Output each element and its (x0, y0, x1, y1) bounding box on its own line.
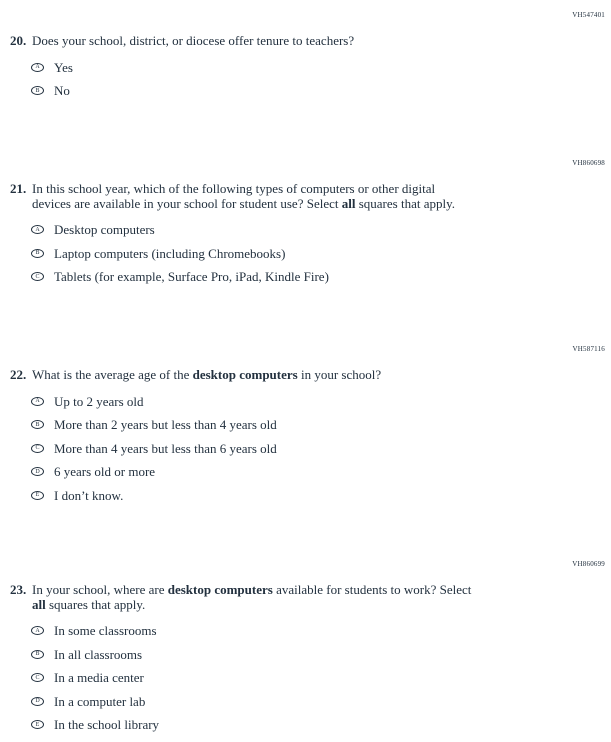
question-number: 20. (10, 33, 27, 48)
answer-oval-letter: B (35, 250, 40, 256)
question-text-segment: available for students to work? Select (272, 582, 472, 597)
answer-option-label: I don’t know. (54, 487, 124, 503)
question-text-bold-segment: desktop computers (167, 582, 273, 597)
item-code: VH860698 (572, 159, 605, 167)
answer-oval-letter: A (35, 64, 40, 70)
answer-option-C[interactable] (31, 441, 611, 456)
answer-option-label: No (54, 83, 70, 98)
question-21 (0, 159, 611, 293)
question-number: 23. (10, 582, 27, 597)
answer-option-E[interactable] (31, 488, 611, 503)
answer-oval-icon[interactable] (31, 720, 44, 729)
answer-oval-icon[interactable] (31, 650, 44, 659)
question-text-bold-segment: all (341, 195, 356, 211)
answer-oval-icon[interactable] (31, 491, 44, 500)
question-20 (0, 11, 611, 107)
question-text-segment: What is the average age of the (32, 367, 193, 382)
answer-option-label: In a computer lab (54, 693, 146, 709)
answer-oval-icon[interactable] (31, 86, 44, 95)
answer-oval-letter: C (35, 445, 40, 451)
question-number: 22. (10, 367, 27, 382)
question-text-segment: squares that apply. (355, 195, 455, 211)
answer-options (0, 394, 611, 503)
question-text (32, 368, 381, 383)
answer-option-A[interactable] (31, 394, 611, 409)
answer-option-label: Up to 2 years old (54, 393, 144, 409)
answer-oval-letter: D (35, 698, 40, 704)
answer-option-D[interactable] (31, 464, 611, 479)
answer-option-B[interactable] (31, 246, 611, 261)
answer-oval-icon[interactable] (31, 467, 44, 476)
answer-option-C[interactable] (31, 670, 611, 685)
answer-oval-icon[interactable] (31, 225, 44, 234)
question-prompt (0, 34, 611, 49)
answer-option-label: In a media center (54, 670, 144, 685)
question-text-segment: Does your school, district, or diocese offer tenure to teachers? (32, 33, 355, 48)
answer-options (0, 222, 611, 284)
question-text-segment: devices are available in your school for student use? Select (32, 195, 342, 211)
item-code: VH547401 (572, 11, 605, 19)
answer-oval-letter: A (35, 627, 40, 634)
answer-oval-letter: B (35, 87, 40, 94)
answer-option-label: In all classrooms (54, 646, 143, 662)
answer-option-B[interactable] (31, 417, 611, 432)
answer-oval-letter: C (35, 674, 40, 681)
answer-option-label: Yes (54, 59, 73, 75)
answer-oval-letter: A (35, 226, 40, 233)
question-text-bold-segment: all (32, 596, 46, 612)
answer-option-label: More than 2 years but less than 4 years old (54, 417, 277, 432)
question-text-segment: in your school? (297, 367, 382, 382)
question-text-segment: In this school year, which of the following types of computers or other digital (32, 181, 436, 196)
item-code: VH860699 (572, 560, 605, 568)
answer-oval-icon[interactable] (31, 272, 44, 281)
answer-oval-icon[interactable] (31, 63, 44, 72)
answer-option-C[interactable] (31, 269, 611, 284)
answer-option-A[interactable] (31, 60, 611, 75)
answer-option-B[interactable] (31, 647, 611, 662)
answer-option-A[interactable] (31, 222, 611, 237)
answer-oval-icon[interactable] (31, 673, 44, 682)
question-text-segment: squares that apply. (45, 596, 146, 612)
question-text-segment: In your school, where are (32, 582, 168, 597)
answer-oval-icon[interactable] (31, 249, 44, 258)
answer-option-label: More than 4 years but less than 6 years old (54, 440, 277, 456)
question-23 (0, 560, 611, 741)
answer-oval-letter: B (35, 651, 40, 657)
question-text-bold-segment: desktop computers (192, 367, 298, 382)
answer-option-label: Laptop computers (including Chromebooks) (54, 245, 286, 261)
question-prompt (0, 182, 611, 211)
answer-option-label: 6 years old or more (54, 464, 156, 479)
answer-oval-letter: B (35, 421, 40, 428)
question-text (32, 34, 354, 49)
answer-option-label: In some classrooms (54, 623, 157, 638)
answer-option-B[interactable] (31, 83, 611, 98)
answer-options (0, 60, 611, 99)
question-22 (0, 345, 611, 511)
answer-option-label: Desktop computers (54, 222, 155, 237)
answer-oval-icon[interactable] (31, 397, 44, 406)
answer-oval-letter: E (35, 492, 40, 498)
answer-oval-icon[interactable] (31, 420, 44, 429)
question-prompt (0, 368, 611, 383)
answer-oval-icon[interactable] (31, 626, 44, 635)
answer-option-D[interactable] (31, 694, 611, 709)
item-code: VH587116 (572, 345, 605, 353)
answer-option-label: In the school library (54, 717, 160, 732)
answer-option-E[interactable] (31, 717, 611, 732)
answer-option-label: Tablets (for example, Surface Pro, iPad, Kindle Fire) (54, 269, 329, 284)
answer-oval-icon[interactable] (31, 444, 44, 453)
answer-oval-letter: C (35, 273, 40, 280)
question-text (32, 583, 471, 612)
answer-options (0, 623, 611, 732)
question-number: 21. (10, 181, 27, 196)
answer-oval-letter: D (35, 468, 40, 475)
answer-oval-icon[interactable] (31, 697, 44, 706)
answer-oval-letter: E (35, 721, 40, 728)
answer-option-A[interactable] (31, 623, 611, 638)
answer-oval-letter: A (35, 398, 40, 404)
question-text (32, 182, 455, 211)
question-prompt (0, 583, 611, 612)
